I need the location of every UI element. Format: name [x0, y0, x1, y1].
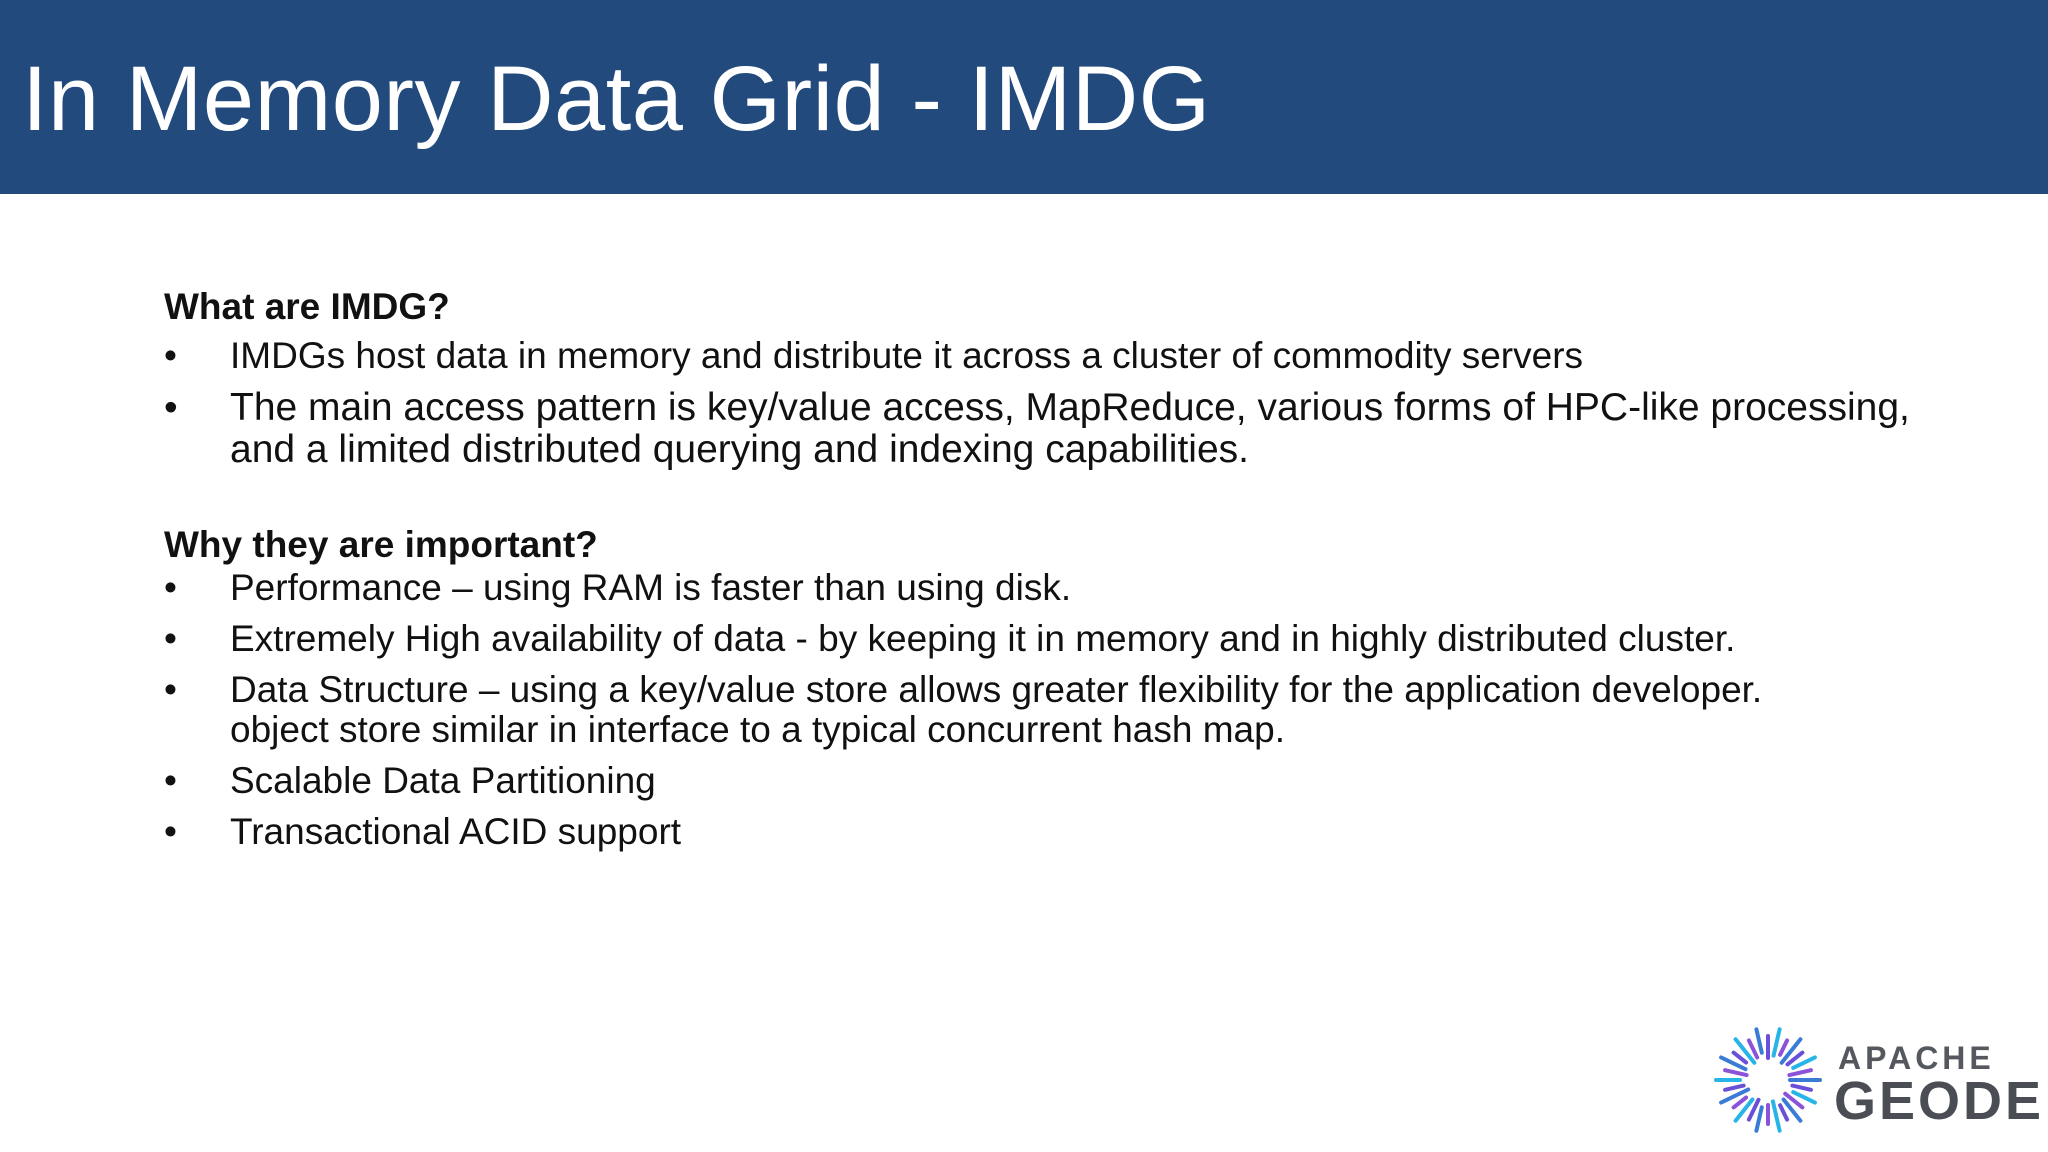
logo-ray — [1780, 1040, 1787, 1054]
bullet-dot: • — [164, 811, 177, 852]
bullet-item — [164, 335, 2004, 377]
bullet-dot: • — [164, 760, 177, 801]
bullet-text: The main access pattern is key/value access, MapReduce, various forms of HPC-like processing, — [230, 386, 1910, 429]
bullet-dot: • — [164, 335, 177, 376]
bullet-text-continued: object store similar in interface to a typical concurrent hash map. — [230, 709, 1285, 750]
logo-ray — [1734, 1098, 1747, 1108]
bullet-dot: • — [164, 567, 177, 608]
logo-ray — [1780, 1105, 1787, 1119]
bullet-text: Scalable Data Partitioning — [230, 760, 656, 801]
bullet-item — [164, 618, 2004, 660]
bullet-dot: • — [164, 618, 177, 659]
logo-text-geode: GEODE — [1834, 1071, 2045, 1131]
logo-text-apache: APACHE — [1838, 1040, 1995, 1076]
bullet-text-continued: and a limited distributed querying and indexing capabilities. — [230, 428, 1249, 471]
section-heading-what: What are IMDG? — [164, 286, 450, 327]
slide-content — [164, 285, 2004, 853]
logo-ray — [1756, 1029, 1761, 1052]
logo-ray — [1734, 1053, 1747, 1063]
logo-ray — [1756, 1107, 1761, 1130]
logo-ray — [1774, 1029, 1780, 1055]
bullet-text: Data Structure – using a key/value store allows greater flexibility for the application developer. — [230, 669, 1763, 710]
apache-geode-logo — [1708, 1020, 2045, 1140]
bullet-item — [164, 567, 2004, 609]
logo-ray — [1725, 1086, 1744, 1090]
bullet-item — [164, 811, 2004, 853]
bullet-item — [164, 669, 2004, 751]
logo-ray — [1725, 1070, 1747, 1075]
logo-ray — [1789, 1070, 1811, 1075]
bullet-text: IMDGs host data in memory and distribute it across a cluster of commodity servers — [230, 335, 1584, 376]
bullet-item — [164, 760, 2004, 802]
geode-starburst-icon — [1708, 1020, 1828, 1140]
title-bar — [0, 0, 2048, 194]
slide-title: In Memory Data Grid - IMDG — [22, 48, 1211, 150]
bullet-list-why — [164, 567, 2004, 853]
bullet-text: Performance – using RAM is faster than using disk. — [230, 567, 1072, 608]
bullet-dot: • — [164, 386, 178, 429]
bullet-list-what — [164, 335, 2004, 471]
section-heading-why: Why they are important? — [164, 524, 598, 565]
logo-ray — [1792, 1086, 1811, 1090]
bullet-item — [164, 387, 2004, 471]
bullet-dot: • — [164, 669, 177, 710]
bullet-text: Transactional ACID support — [230, 811, 682, 852]
bullet-text: Extremely High availability of data - by keeping it in memory and in highly distributed cluster. — [230, 618, 1736, 659]
